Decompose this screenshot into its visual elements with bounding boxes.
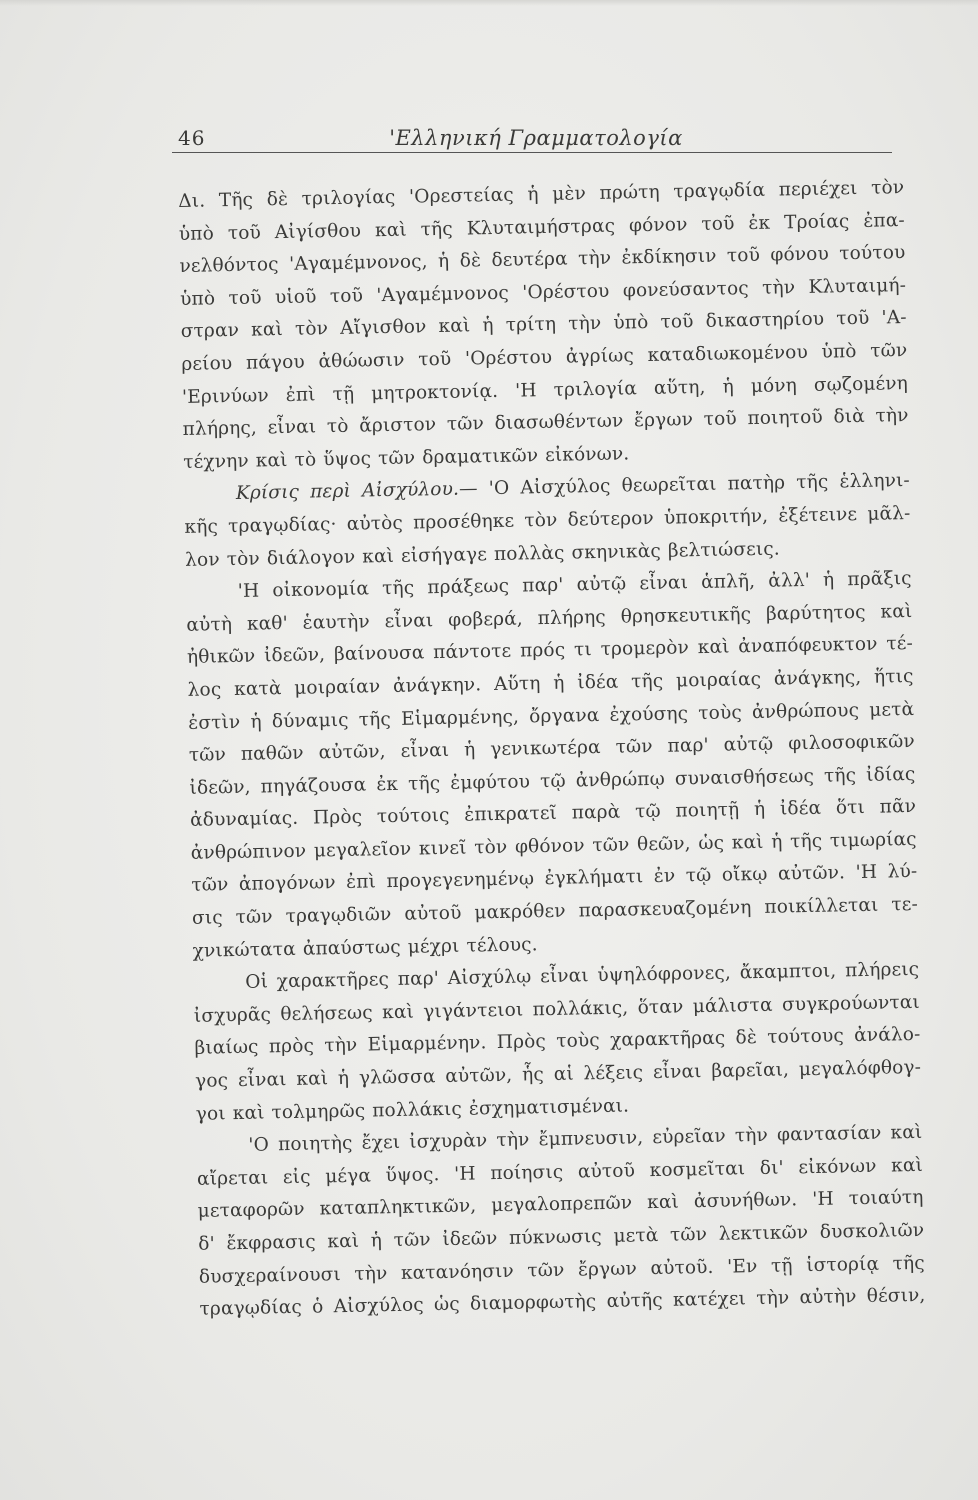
text-line: δυσχεραίνουσι τὴν κατανόησιν τῶν ἔργων αὐτοῦ. 'Εν τῇ ἱστορίᾳ τῆς [198,1252,926,1288]
text-line: χνικώτατα ἀπαύστως μέχρι τέλους. [192,933,538,962]
text-line: ἠθικῶν ἰδεῶν, βαίνουσα πάντοτε πρός τι τρομερὸν καὶ ἀναπόφευκτον τέ- [186,633,914,669]
text-line: πλήρης, εἶναι τὸ ἄριστον τῶν διασωθέντων ἔργων τοῦ ποιητοῦ διὰ τὴν [182,405,909,441]
text-line: βιαίως πρὸς τὴν Εἱμαρμένην. Πρὸς τοὺς χαρακτῆρας δὲ τούτους ἀνάλο- [194,1024,921,1060]
section-heading: Κρίσις περὶ Αἰσχύλου. [235,479,460,505]
text-line: ὑπὸ τοῦ Αἰγίσθου καὶ τῆς Κλυταιμήστρας φόνον τοῦ ἐκ Τροίας ἐπα- [178,209,905,245]
text-line: νελθόντος 'Αγαμέμνονος, ἡ δὲ δευτέρα τὴν ἐκδίκησιν τοῦ φόνου τούτου [179,242,906,278]
paragraph-start: Οἱ χαρακτῆρες παρ' Αἰσχύλῳ εἶναι ὑψηλόφρονες, ἄκαμπτοι, πλήρεις [245,959,920,994]
text-line: ἰσχυρᾶς θελήσεως καὶ γιγάντειοι πολλάκις, ὅταν μάλιστα συγκρούωνται [193,991,921,1027]
text-line: μεταφορῶν καταπληκτικῶν, μεγαλοπρεπῶν καὶ ἀσυνήθων. 'Η τοιαύτη [197,1187,924,1223]
text-line: γοι καὶ τολμηρῶς πολλάκις ἐσχηματισμέναι. [195,1095,630,1125]
text-line: λον τὸν διάλογον καὶ εἰσήγαγε πολλὰς σκηνικὰς βελτιώσεις. [184,538,781,571]
text-line: λος κατὰ μοιραίαν ἀνάγκην. Αὕτη ἡ ἰδέα τῆς μοιραίας ἀνάγκης, ἥτις [187,665,914,701]
text-line: κῆς τραγῳδίας· αὐτὸς προσέθηκε τὸν δεύτερον ὑποκριτήν, ἐξέτεινε μᾶλ- [184,502,911,538]
text-line: ἐστὶν ἡ δύναμις τῆς Εἱμαρμένης, ὄργανα ἐχούσης τοὺς ἀνθρώπους μετὰ [188,698,915,734]
text-line: τραγῳδίας ὁ Αἰσχύλος ὡς διαμορφωτὴς αὐτῆς κατέχει τὴν αὐτὴν θέσιν, [199,1285,926,1320]
text-line: αὐτὴ καθ' ἑαυτὴν εἶναι φοβερά, πλήρης θρησκευτικῆς βαρύτητος καὶ [186,600,913,636]
text-line: γος εἶναι καὶ ἡ γλῶσσα αὐτῶν, ἧς αἱ λέξεις εἶναι βαρεῖαι, μεγαλόφθογ- [194,1056,922,1092]
text-line: τέχνην καὶ τὸ ὕψος τῶν δραματικῶν εἰκόνων. [183,443,630,473]
text-line: Δι. Τῆς δὲ τριλογίας 'Ορεστείας ἡ μὲν πρώτη τραγῳδία περιέχει τὸν [178,177,905,212]
text-line: στραν καὶ τὸν Αἴγισθον καὶ ἡ τρίτη τὴν ὑπὸ τοῦ δικαστηρίου τοῦ 'Α- [180,307,907,343]
text-line: ρείου πάγου ἀθώωσιν τοῦ 'Ορέστου ἀγρίως καταδιωκομένου ὑπὸ τῶν [181,340,908,375]
text-line: ἰδεῶν, πηγάζουσα ἐκ τῆς ἐμφύτου τῷ ἀνθρώπῳ συναισθήσεως τῆς ἰδίας [189,763,916,799]
text-line: τῶν παθῶν αὐτῶν, εἶναι ἡ γενικωτέρα τῶν παρ' αὐτῷ φιλοσοφικῶν [188,731,916,766]
section-heading-continuation: — 'Ο Αἰσχύλος θεωρεῖται πατὴρ τῆς ἑλληνι- [458,470,910,501]
text-line: ἀνθρώπινον μεγαλεῖον κινεῖ τὸν φθόνον τῶν θεῶν, ὡς καὶ ἡ τῆς τιμωρίας [190,828,917,864]
page-top-edge [0,0,978,6]
running-title: 'Ελληνική Γραμματολογία [389,126,683,150]
text-line: ὑπὸ τοῦ υἱοῦ τοῦ 'Αγαμέμνονος 'Ορέστου φονεύσαντος τὴν Κλυταιμή- [179,274,907,310]
body-text [178,172,926,1327]
text-line: 'Ερινύων ἐπὶ τῇ μητροκτονίᾳ. 'Η τριλογία αὕτη, ἡ μόνη σῳζομένη [181,372,909,408]
text-line: αἴρεται εἰς μέγα ὕψος. 'Η ποίησις αὐτοῦ κοσμεῖται δι' εἰκόνων καὶ [196,1154,924,1190]
text-line: ἀδυναμίας. Πρὸς τούτοις ἐπικρατεῖ παρὰ τῷ ποιητῇ ἡ ἰδέα ὅτι πᾶν [189,796,917,832]
paragraph-start: 'Ο ποιητὴς ἔχει ἰσχυρὰν τὴν ἔμπνευσιν, εὐρεῖαν τὴν φαντασίαν καὶ [248,1122,923,1157]
header-rule [172,152,892,153]
text-line: δ' ἔκφρασις καὶ ἡ τῶν ἰδεῶν πύκνωσις μετὰ τῶν λεκτικῶν δυσκολιῶν [198,1219,925,1255]
text-line: τῶν ἀπογόνων ἐπὶ προγεγενημένῳ ἐγκλήματι ἐν τῷ οἴκῳ αὐτῶν. 'Η λύ- [191,861,918,897]
page-number: 46 [178,126,206,150]
paragraph-start: 'Η οἰκονομία τῆς πράξεως παρ' αὐτῷ εἶναι ἁπλῆ, ἀλλ' ἡ πρᾶξις [237,568,912,603]
text-line: σις τῶν τραγῳδιῶν αὐτοῦ μακρόθεν παρασκευαζομένη ποικίλλεται τε- [191,893,919,929]
